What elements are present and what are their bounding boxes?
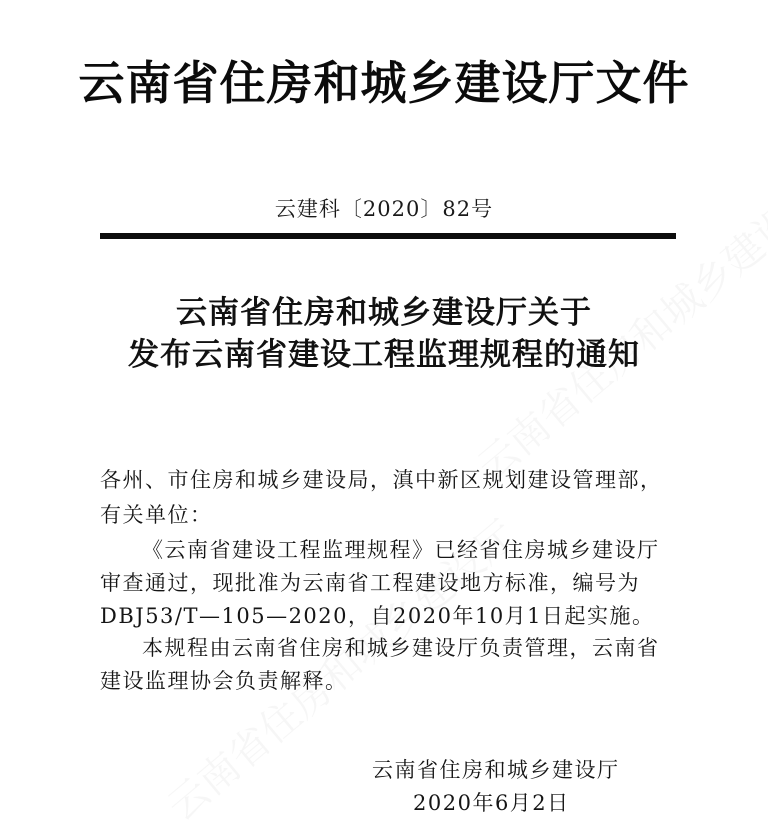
- signature-date: 2020年6月2日: [413, 791, 570, 815]
- notice-title-line-2: 发布云南省建设工程监理规程的通知: [128, 337, 640, 373]
- body-line-recipients: 各州、市住房和城乡建设局，滇中新区规划建设管理部，: [100, 468, 663, 492]
- signature-issuer: 云南省住房和城乡建设厅: [372, 758, 620, 782]
- body-line-1: 《云南省建设工程监理规程》已经省住房城乡建设厅: [142, 538, 660, 562]
- body-line-recipients-cont: 有关单位：: [100, 503, 213, 527]
- body-line-3: DBJ53/T—105—2020，自2020年10月1日起实施。: [100, 604, 655, 628]
- header-rule-divider: [100, 233, 676, 239]
- notice-title-line-1: 云南省住房和城乡建设厅关于: [176, 295, 592, 331]
- body-line-5: 建设监理协会负责解释。: [100, 669, 348, 693]
- document-number: 云建科〔2020〕82号: [274, 197, 494, 221]
- body-line-2: 审查通过，现批准为云南省工程建设地方标准，编号为: [100, 571, 640, 595]
- body-line-4: 本规程由云南省住房和城乡建设厅负责管理，云南省: [142, 636, 660, 660]
- issuer-header: 云南省住房和城乡建设厅文件: [78, 56, 690, 110]
